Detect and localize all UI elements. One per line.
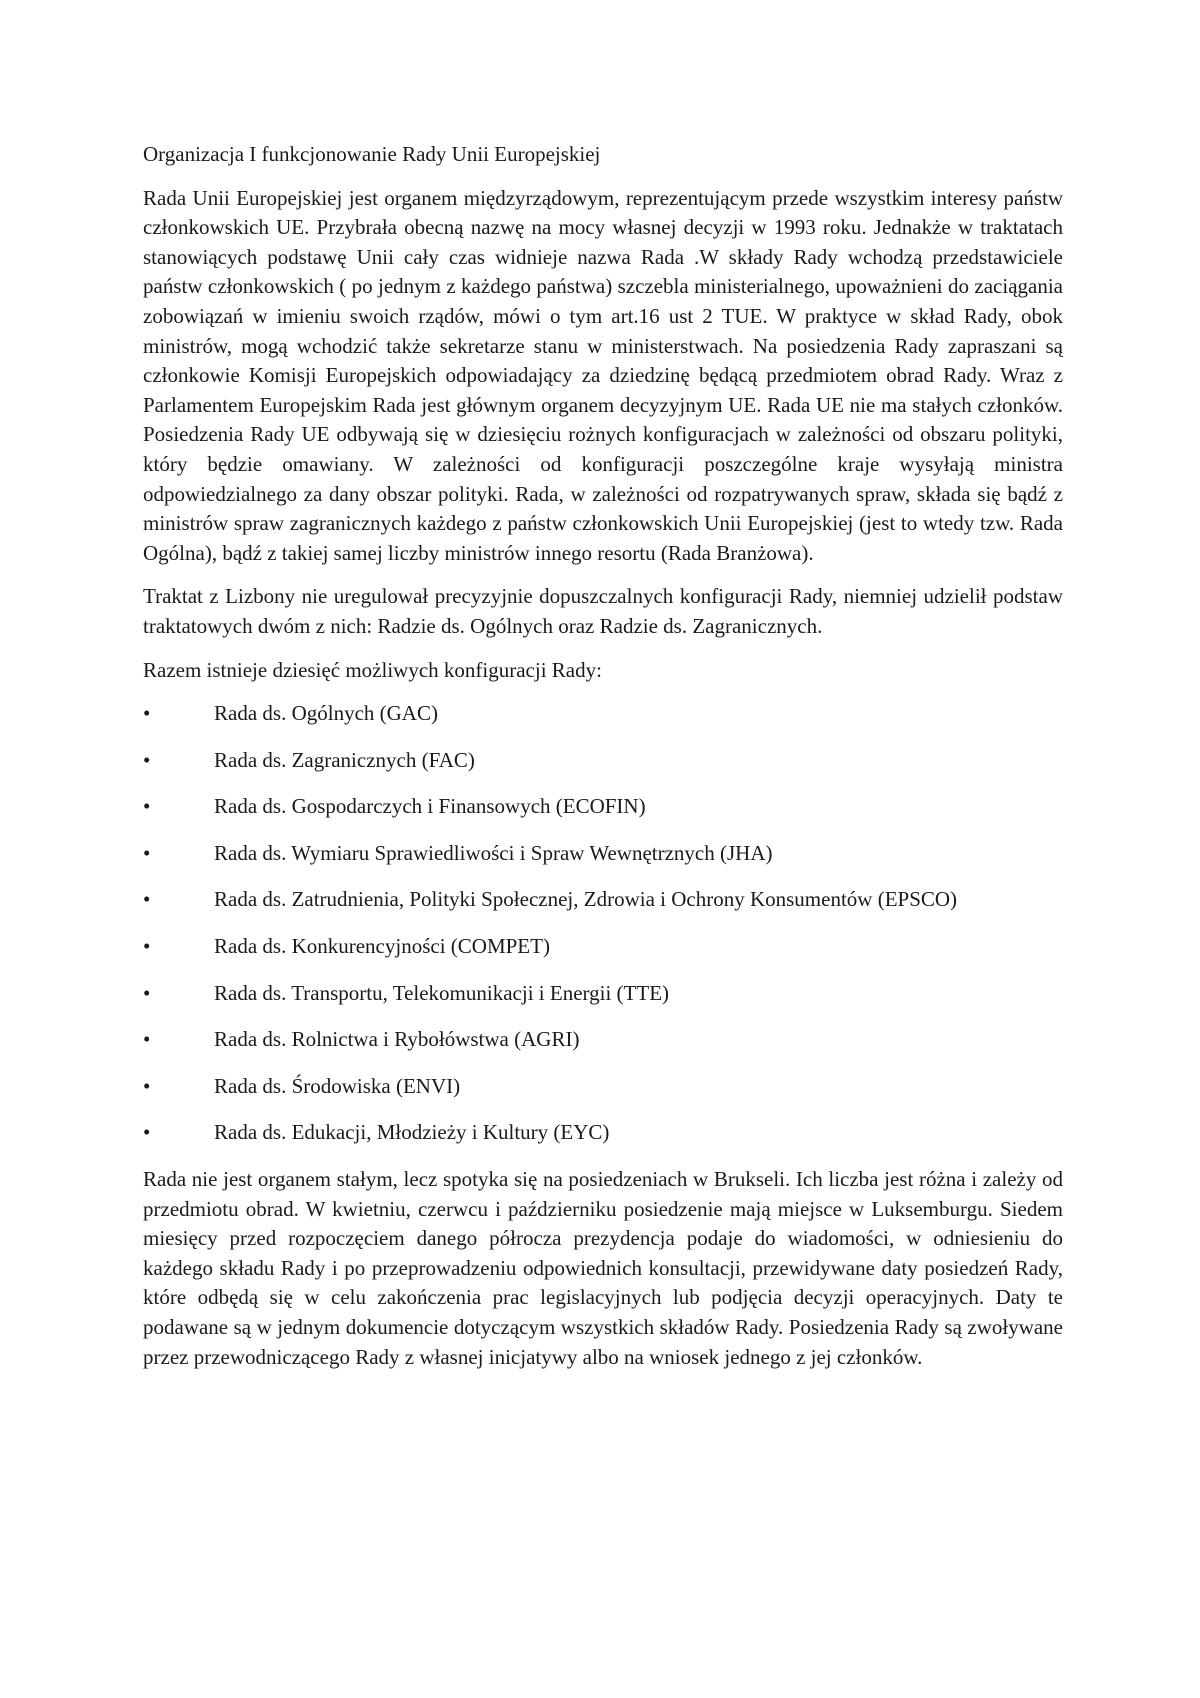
list-item-text: Rada ds. Ogólnych (GAC): [214, 701, 438, 726]
list-item: [143, 885, 1063, 915]
list-item-text: Rada ds. Edukacji, Młodzieży i Kultury (EYC): [214, 1120, 610, 1145]
list-item-text: Rada ds. Transportu, Telekomunikacji i Energii (TTE): [214, 980, 670, 1005]
council-configurations-list: [143, 699, 1063, 1148]
paragraph-list-intro: Razem istnieje dziesięć możliwych konfiguracji Rady:: [143, 657, 602, 682]
list-item: [143, 792, 1063, 822]
list-item: [143, 1025, 1063, 1055]
bullet-icon: •: [143, 701, 151, 726]
list-item: [143, 979, 1063, 1009]
list-item-text: Rada ds. Zagranicznych (FAC): [214, 747, 475, 772]
paragraph-rada-overview: Rada Unii Europejskiej jest organem międzyrządowym, reprezentującym przede wszystkim interesy państw członkowskich UE. Przybrała obecną nazwę na mocy własnej decyzji w 1993 roku. Jednakże w traktatach stanowiących podstawę Unii cały czas widnieje nazwa Rada .W składy Rady wchodzą przedstawiciele państw członkowskich ( po jednym z każdego państwa) szczebla ministerialnego, upoważnieni do zaciągania zobowiązań w imieniu swoich rządów, mówi o tym art.16 ust 2 TUE. W praktyce w skład Rady, obok ministrów, mogą wchodzić także sekretarze stanu w ministerstwach. Na posiedzenia Rady zapraszani są członkowie Komisji Europejskich odpowiadający za dziedzinę będącą przedmiotem obrad Rady. Wraz z Parlamentem Europejskim Rada jest głównym organem decyzyjnym UE. Rada UE nie ma stałych członków. Posiedzenia Rady UE odbywają się w dziesięciu rożnych konfiguracjach w zależności od obszaru polityki, który będzie omawiany. W zależności od konfiguracji poszczególne kraje wysyłają ministra odpowiedzialnego za dany obszar polityki. Rada, w zależności od rozpatrywanych spraw, składa się bądź z ministrów spraw zagranicznych każdego z państw członkowskich Unii Europejskiej (jest to wtedy tzw. Rada Ogólna), bądź z takiej samej liczby ministrów innego resortu (Rada Branżowa).: [143, 185, 1063, 565]
list-item: [143, 746, 1063, 776]
bullet-icon: •: [143, 840, 151, 865]
list-item: [143, 1118, 1063, 1148]
bullet-icon: •: [143, 934, 151, 959]
list-item: [143, 839, 1063, 869]
paragraph-meetings: Rada nie jest organem stałym, lecz spotyka się na posiedzeniach w Brukseli. Ich liczba jest różna i zależy od przedmiotu obrad. W kwietniu, czerwcu i październiku posiedzenie mają miejsce w Luksemburgu. Siedem miesięcy przed rozpoczęciem danego półrocza prezydencja podaje do wiadomości, w odniesieniu do każdego składu Rady i po przeprowadzeniu odpowiednich konsultacji, przewidywane daty posiedzeń Rady, które odbędą się w celu zakończenia prac legislacyjnych lub podjęcia decyzji operacyjnych. Daty te podawane są w jednym dokumencie dotyczącym wszystkich składów Rady. Posiedzenia Rady są zwoływane przez przewodniczącego Rady z własnej inicjatywy albo na wniosek jednego z jej członków.: [143, 1167, 1063, 1369]
list-item: [143, 1072, 1063, 1102]
list-item: [143, 699, 1063, 729]
list-item-text: Rada ds. Wymiaru Sprawiedliwości i Spraw Wewnętrznych (JHA): [214, 840, 773, 865]
document-title: Organizacja I funkcjonowanie Rady Unii Europejskiej: [143, 142, 601, 166]
bullet-icon: •: [143, 980, 151, 1005]
list-item-text: Rada ds. Konkurencyjności (COMPET): [214, 934, 550, 959]
bullet-icon: •: [143, 887, 151, 912]
paragraph-lisbon-treaty: Traktat z Lizbony nie uregulował precyzyjnie dopuszczalnych konfiguracji Rady, niemniej udzielił podstaw traktatowych dwóm z nich: Radzie ds. Ogólnych oraz Radzie ds. Zagranicznych.: [143, 584, 1063, 638]
bullet-icon: •: [143, 1120, 151, 1145]
bullet-icon: •: [143, 747, 151, 772]
bullet-icon: •: [143, 1073, 151, 1098]
list-item-text: Rada ds. Środowiska (ENVI): [214, 1073, 461, 1098]
list-item: [143, 932, 1063, 962]
bullet-icon: •: [143, 1027, 151, 1052]
list-item-text: Rada ds. Gospodarczych i Finansowych (ECOFIN): [214, 794, 646, 819]
bullet-icon: •: [143, 794, 151, 819]
list-item-text: Rada ds. Rolnictwa i Rybołówstwa (AGRI): [214, 1027, 580, 1052]
document-page: [143, 140, 1063, 1386]
list-item-text: Rada ds. Zatrudnienia, Polityki Społecznej, Zdrowia i Ochrony Konsumentów (EPSCO): [214, 887, 958, 912]
